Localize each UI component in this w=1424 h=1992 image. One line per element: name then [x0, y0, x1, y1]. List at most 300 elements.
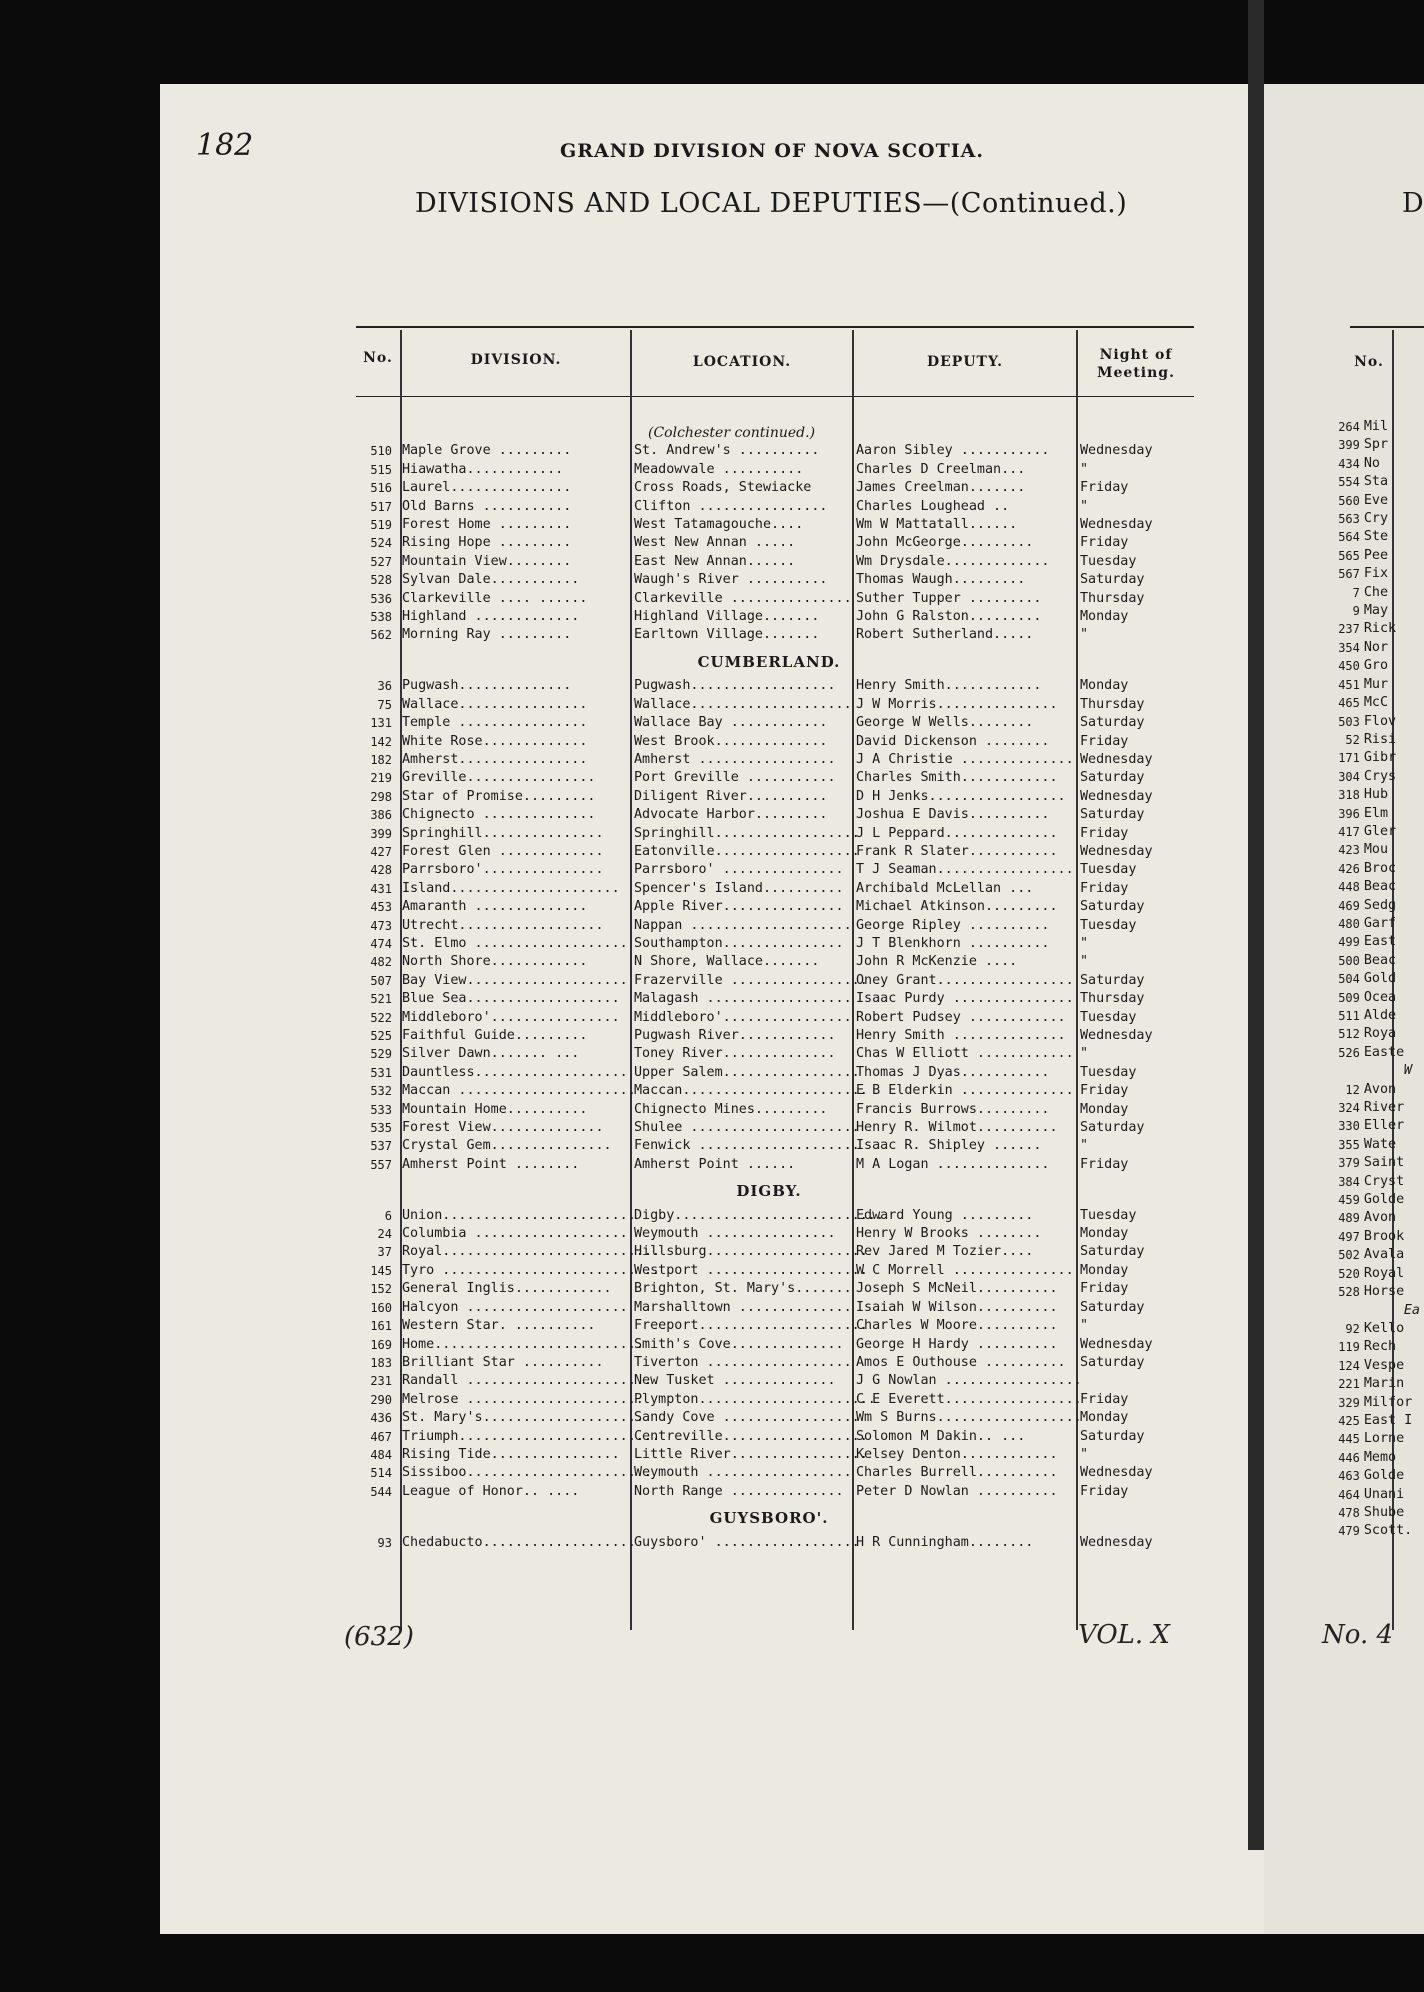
table-row — [350, 1082, 1188, 1100]
deputy-cell: H R Cunningham........ — [856, 1534, 1034, 1550]
no-cell: 453 — [370, 900, 392, 915]
right-list-item — [1338, 1486, 1424, 1504]
night-cell: Wednesday — [1080, 1465, 1153, 1481]
night-cell: Tuesday — [1080, 1207, 1137, 1223]
right-no-cell: 384 — [1338, 1174, 1360, 1189]
division-cell: Western Star. .......... — [402, 1318, 596, 1334]
deputy-cell: Charles Burrell.......... — [856, 1465, 1058, 1481]
deputy-cell: J G Nowlan ................. — [856, 1373, 1082, 1389]
right-list-item — [1338, 805, 1424, 823]
right-list-item — [1338, 602, 1424, 620]
no-cell: 516 — [370, 481, 392, 496]
night-cell: Friday — [1080, 535, 1129, 551]
no-cell: 521 — [370, 992, 392, 1007]
right-list-item — [1338, 1357, 1424, 1375]
night-cell: Saturday — [1080, 807, 1145, 823]
right-no-cell: 459 — [1338, 1193, 1360, 1208]
division-cell: Temple ................ — [402, 715, 588, 731]
location-cell: Wallace Bay ............ — [634, 715, 828, 731]
no-cell: 482 — [370, 955, 392, 970]
right-no-cell: 7 — [1352, 585, 1360, 600]
right-list-item — [1338, 1394, 1424, 1412]
no-cell: 532 — [370, 1084, 392, 1099]
division-cell: Silver Dawn....... ... — [402, 1046, 580, 1062]
right-list-item — [1338, 1430, 1424, 1448]
right-list-item — [1338, 1136, 1424, 1154]
deputy-cell: J A Christie .............. — [856, 751, 1074, 767]
right-name-cell: Rech — [1363, 1339, 1397, 1355]
no-cell: 514 — [370, 1466, 392, 1481]
night-cell: Friday — [1080, 1483, 1129, 1499]
location-cell: Middleboro'................ — [634, 1009, 852, 1025]
night-cell: Saturday — [1080, 1120, 1145, 1136]
table-row — [350, 626, 1188, 644]
right-name-cell: Ste — [1363, 529, 1389, 545]
deputy-cell: Oney Grant................. — [856, 972, 1074, 988]
night-cell: Friday — [1080, 733, 1129, 749]
right-no-cell: 12 — [1345, 1082, 1360, 1097]
table-row — [350, 1446, 1188, 1464]
no-cell: 436 — [370, 1411, 392, 1426]
header-location: LOCATION. — [692, 354, 792, 370]
right-name-cell: Mur — [1363, 676, 1389, 692]
right-list-item — [1338, 970, 1424, 988]
division-cell: Springhill............... — [402, 825, 604, 841]
night-cell: Monday — [1080, 609, 1129, 625]
deputy-cell: George H Hardy .......... — [856, 1336, 1058, 1352]
right-name-cell: Eve — [1363, 492, 1389, 508]
location-cell: Shulee ..................... — [634, 1120, 860, 1136]
table-row — [350, 1027, 1188, 1045]
right-no-cell: 330 — [1338, 1119, 1360, 1134]
night-cell: Monday — [1080, 1226, 1129, 1242]
right-name-cell: Sedg — [1363, 897, 1397, 913]
division-cell: Sissiboo....................... — [402, 1465, 652, 1481]
table-row — [350, 935, 1188, 953]
division-cell: Star of Promise......... — [402, 788, 596, 804]
right-list-item — [1338, 989, 1424, 1007]
table-row — [350, 1119, 1188, 1137]
deputy-cell: M A Logan .............. — [856, 1156, 1050, 1172]
night-cell: Friday — [1080, 1156, 1129, 1172]
division-cell: Tyro ........................... — [402, 1262, 660, 1278]
night-cell: Saturday — [1080, 770, 1145, 786]
division-cell: Hiawatha............ — [402, 461, 564, 477]
deputy-cell: Aaron Sibley ........... — [856, 443, 1050, 459]
night-cell: " — [1080, 1446, 1089, 1462]
location-cell: Fenwick .................... — [634, 1138, 860, 1154]
right-list-item — [1338, 1522, 1424, 1540]
deputy-cell: Amos E Outhouse .......... — [856, 1354, 1066, 1370]
night-cell: Friday — [1080, 1083, 1129, 1099]
right-list-item — [1338, 1412, 1424, 1430]
right-page-title: D — [1402, 188, 1424, 219]
division-cell: Randall ........................ — [402, 1373, 660, 1389]
table-row — [350, 1009, 1188, 1027]
no-cell: 6 — [384, 1208, 392, 1223]
location-cell: Highland Village....... — [634, 609, 820, 625]
location-cell: Sandy Cove ................. — [634, 1410, 860, 1426]
deputy-cell: David Dickenson ........ — [856, 733, 1050, 749]
location-cell: Malagash .................. — [634, 991, 852, 1007]
division-cell: League of Honor.. .... — [402, 1483, 580, 1499]
table-row — [350, 990, 1188, 1008]
division-cell: Rising Tide................ — [402, 1446, 620, 1462]
right-list-item — [1338, 657, 1424, 675]
division-cell: Mountain View........ — [402, 553, 572, 569]
table-row — [350, 590, 1188, 608]
night-cell: Wednesday — [1080, 843, 1153, 859]
night-cell: Friday — [1080, 1391, 1129, 1407]
location-cell: New Tusket .............. — [634, 1373, 836, 1389]
division-cell: Amherst Point ........ — [402, 1156, 580, 1172]
right-no-cell: 489 — [1338, 1211, 1360, 1226]
deputy-cell: J T Blenkhorn .......... — [856, 935, 1050, 951]
location-cell: Westport .................... — [634, 1262, 868, 1278]
right-name-cell: Royal — [1363, 1265, 1405, 1281]
header-right-no: No. — [1354, 354, 1384, 370]
no-cell: 535 — [370, 1121, 392, 1136]
right-name-cell: Milfor — [1363, 1394, 1413, 1410]
no-cell: 399 — [370, 826, 392, 841]
right-name-cell: Unani — [1363, 1486, 1405, 1502]
right-list-item — [1338, 620, 1424, 638]
night-cell: " — [1080, 498, 1089, 514]
right-name-cell: Rick — [1363, 621, 1397, 637]
right-no-cell: 446 — [1338, 1450, 1360, 1465]
right-name-cell: Elm — [1363, 805, 1389, 821]
division-cell: Dauntless................... — [402, 1064, 628, 1080]
deputy-cell: Henry Smith .............. — [856, 1028, 1066, 1043]
deputy-cell: John R McKenzie .... — [856, 954, 1018, 970]
right-list-item — [1338, 510, 1424, 528]
right-list-item — [1338, 768, 1424, 786]
division-cell: Royal........................... — [402, 1244, 660, 1260]
right-name-cell: Golde — [1363, 1468, 1405, 1484]
no-cell: 507 — [370, 973, 392, 988]
right-name-cell: Avon — [1363, 1081, 1397, 1097]
right-name-cell: Hub — [1363, 787, 1389, 803]
right-list-item — [1338, 823, 1424, 841]
location-cell: Toney River.............. — [634, 1046, 836, 1062]
right-no-cell: 329 — [1338, 1395, 1360, 1410]
right-no-cell: 512 — [1338, 1027, 1360, 1042]
no-cell: 528 — [370, 573, 392, 588]
page-number: 182 — [196, 128, 254, 163]
no-cell: 183 — [370, 1355, 392, 1370]
location-cell: Marshalltown .............. — [634, 1299, 852, 1315]
no-cell: 519 — [370, 518, 392, 533]
night-cell: Monday — [1080, 1262, 1129, 1278]
night-cell: Wednesday — [1080, 1336, 1153, 1352]
deputy-cell: Isaiah W Wilson.......... — [856, 1299, 1058, 1315]
location-cell: Waugh's River .......... — [634, 572, 828, 588]
right-no-cell: 354 — [1338, 640, 1360, 655]
continuation-note-row — [350, 424, 1188, 442]
division-cell: Forest Glen ............. — [402, 843, 604, 859]
right-list-item — [1338, 1025, 1424, 1043]
no-cell: 93 — [377, 1535, 392, 1550]
table-row — [350, 608, 1188, 626]
right-no-cell: 479 — [1338, 1524, 1360, 1539]
right-no-cell: 480 — [1338, 916, 1360, 931]
division-cell: Columbia ................... — [402, 1226, 628, 1242]
deputy-cell: J L Peppard.............. — [856, 825, 1058, 841]
deputy-cell: John G Ralston......... — [856, 609, 1042, 625]
no-cell: 531 — [370, 1065, 392, 1080]
right-name-cell: Marin — [1363, 1376, 1405, 1392]
no-cell: 142 — [370, 734, 392, 749]
table-row — [350, 461, 1188, 479]
division-cell: Maccan ...................... — [402, 1083, 636, 1099]
location-cell: Southampton............... — [634, 935, 844, 951]
right-list-item — [1338, 436, 1424, 454]
right-list-item — [1338, 1007, 1424, 1025]
deputy-cell: Henry Smith............ — [856, 678, 1042, 694]
deputy-cell: Charles D Creelman... — [856, 461, 1026, 477]
right-name-cell: Risi — [1363, 731, 1397, 747]
night-cell: " — [1080, 1138, 1089, 1154]
no-cell: 428 — [370, 863, 392, 878]
division-cell: Greville................ — [402, 770, 596, 786]
right-name-cell: Pee — [1363, 547, 1389, 563]
right-list-item — [1338, 1265, 1424, 1283]
right-list-item — [1338, 547, 1424, 565]
header-deputy: DEPUTY. — [926, 354, 1004, 370]
night-cell: Thursday — [1080, 991, 1145, 1007]
location-cell: Smith's Cove.............. — [634, 1336, 844, 1352]
right-no-cell: 426 — [1338, 861, 1360, 876]
right-name-cell: Shube — [1363, 1504, 1405, 1520]
right-no-cell: 264 — [1338, 420, 1360, 434]
division-cell: Highland ............. — [402, 609, 580, 625]
right-title-rule — [1350, 326, 1424, 328]
no-cell: 517 — [370, 499, 392, 514]
right-list-item — [1338, 841, 1424, 859]
night-cell: Tuesday — [1080, 917, 1137, 933]
table-row — [350, 917, 1188, 935]
deputies-table — [350, 424, 1188, 1552]
location-cell: Apple River............... — [634, 899, 844, 915]
division-cell: Amherst................ — [402, 751, 588, 767]
division-cell: Maple Grove ......... — [402, 443, 572, 459]
division-cell: Forest Home ......... — [402, 517, 572, 533]
right-name-cell: Gler — [1363, 823, 1397, 839]
right-list-item — [1338, 1209, 1424, 1227]
handwritten-number: No. 4 — [1322, 1620, 1394, 1650]
location-cell: Wallace.................... — [634, 696, 852, 712]
table-row — [350, 553, 1188, 571]
no-cell: 231 — [370, 1374, 392, 1389]
right-no-cell: 465 — [1338, 696, 1360, 711]
right-no-cell: 318 — [1338, 788, 1360, 803]
right-name-cell: Lorne — [1363, 1431, 1405, 1447]
right-no-cell: 511 — [1338, 1009, 1360, 1023]
right-page-table — [1338, 418, 1424, 1541]
location-cell: Hillsburg.................... — [634, 1244, 868, 1260]
table-row — [350, 677, 1188, 695]
deputy-cell: Joshua E Davis.......... — [856, 807, 1050, 823]
right-name-cell: No — [1363, 455, 1380, 471]
deputy-cell: Robert Sutherland..... — [856, 627, 1034, 643]
table-row — [350, 733, 1188, 751]
deputy-cell: D H Jenks................. — [856, 788, 1066, 804]
table-row — [350, 714, 1188, 732]
division-cell: Mountain Home.......... — [402, 1101, 588, 1117]
deputy-cell: Thomas Waugh......... — [856, 572, 1026, 588]
night-cell: Wednesday — [1080, 788, 1153, 804]
right-name-cell: East I — [1363, 1412, 1413, 1428]
right-no-cell: 434 — [1338, 456, 1360, 471]
right-no-cell: 464 — [1338, 1487, 1360, 1502]
no-cell: 524 — [370, 536, 392, 551]
handwritten-volume: VOL. X — [1078, 1620, 1170, 1650]
right-list-item — [1338, 915, 1424, 933]
right-name-cell: Scott. — [1363, 1523, 1413, 1539]
right-name-cell: Eller — [1363, 1118, 1405, 1134]
right-list-item — [1338, 1154, 1424, 1172]
right-list-item — [1338, 786, 1424, 804]
deputy-cell: Charles Smith............ — [856, 770, 1058, 786]
deputy-cell: Michael Atkinson......... — [856, 899, 1058, 915]
right-no-cell: 503 — [1338, 714, 1360, 729]
night-cell: Thursday — [1080, 590, 1145, 606]
table-row — [350, 1156, 1188, 1174]
right-no-cell: 450 — [1338, 659, 1360, 674]
right-no-cell: 509 — [1338, 990, 1360, 1005]
location-cell: Plympton...................... — [634, 1391, 876, 1407]
right-list-item — [1338, 473, 1424, 491]
right-no-cell — [1338, 1302, 1364, 1320]
right-name-cell: W — [1403, 1063, 1412, 1079]
location-cell: Brighton, St. Mary's....... — [634, 1281, 852, 1297]
location-cell: Advocate Harbor......... — [634, 807, 828, 823]
right-name-cell: Saint — [1363, 1155, 1405, 1171]
night-cell: Saturday — [1080, 572, 1145, 588]
location-cell: N Shore, Wallace....... — [634, 954, 820, 970]
no-cell: 529 — [370, 1047, 392, 1062]
right-name-cell: Gold — [1363, 971, 1397, 987]
location-cell: Maccan....................... — [634, 1083, 868, 1099]
right-name-cell: Vespe — [1363, 1357, 1405, 1373]
right-name-cell: Avala — [1363, 1247, 1405, 1263]
division-cell: White Rose............. — [402, 733, 588, 749]
right-list-item — [1338, 1044, 1424, 1062]
no-cell: 533 — [370, 1102, 392, 1117]
right-name-cell: Beac — [1363, 952, 1397, 968]
right-no-cell: 304 — [1338, 769, 1360, 784]
division-cell: Wallace................ — [402, 696, 588, 712]
deputy-cell: Edward Young ......... — [856, 1207, 1034, 1223]
right-name-cell: Cryst — [1363, 1173, 1405, 1189]
deputy-cell: Charles W Moore.......... — [856, 1318, 1058, 1334]
no-cell: 386 — [370, 808, 392, 823]
night-cell: Thursday — [1080, 696, 1145, 712]
right-no-cell: 502 — [1338, 1248, 1360, 1263]
no-cell: 510 — [370, 444, 392, 459]
division-cell: Triumph......................... — [402, 1428, 660, 1444]
right-name-cell: Sta — [1363, 474, 1389, 490]
no-cell: 290 — [370, 1392, 392, 1407]
right-no-cell: 221 — [1338, 1377, 1360, 1392]
no-cell: 544 — [370, 1484, 392, 1499]
division-cell: Bay View.................... — [402, 972, 628, 988]
table-row — [350, 1317, 1188, 1335]
right-no-cell: 379 — [1338, 1156, 1360, 1171]
deputy-cell: E B Elderkin .............. — [856, 1083, 1074, 1099]
right-no-cell: 399 — [1338, 438, 1360, 453]
table-row — [350, 972, 1188, 990]
right-list-item — [1338, 897, 1424, 915]
table-row — [350, 806, 1188, 824]
deputy-cell: Suther Tupper ......... — [856, 590, 1042, 606]
right-no-cell: 499 — [1338, 935, 1360, 950]
location-cell: West Brook.............. — [634, 733, 828, 749]
night-cell: " — [1080, 461, 1089, 477]
table-row — [350, 825, 1188, 843]
table-row — [350, 1409, 1188, 1427]
deputy-cell: Wm W Mattatall...... — [856, 517, 1018, 533]
deputy-cell: Solomon M Dakin.. ... — [856, 1428, 1026, 1444]
night-cell: Saturday — [1080, 1299, 1145, 1315]
right-list-item — [1338, 1467, 1424, 1485]
night-cell: Friday — [1080, 825, 1129, 841]
right-list-item — [1338, 418, 1424, 436]
location-cell: Weymouth .................. — [634, 1465, 852, 1481]
location-cell: Amherst Point ...... — [634, 1156, 796, 1172]
location-cell: Pugwash.................. — [634, 678, 836, 694]
location-cell: Parrsboro' ............... — [634, 862, 844, 878]
right-name-cell: Nor — [1363, 639, 1389, 655]
right-no-cell: 478 — [1338, 1505, 1360, 1520]
location-cell: Springhill.................. — [634, 825, 860, 841]
right-no-cell: 451 — [1338, 677, 1360, 692]
location-cell: Cross Roads, Stewiacke — [634, 480, 812, 496]
location-cell: Chignecto Mines......... — [634, 1101, 828, 1117]
division-cell: Home.......................... — [402, 1336, 644, 1352]
right-no-cell: 567 — [1338, 567, 1360, 582]
division-cell: Pugwash.............. — [402, 678, 572, 694]
right-list-item — [1338, 1338, 1424, 1356]
no-cell: 160 — [370, 1300, 392, 1315]
no-cell: 522 — [370, 1010, 392, 1025]
location-cell: Spencer's Island.......... — [634, 880, 844, 896]
no-cell: 182 — [370, 752, 392, 767]
right-no-cell: 500 — [1338, 953, 1360, 968]
page-gutter — [1248, 0, 1264, 1850]
table-row — [350, 1428, 1188, 1446]
right-no-cell: 423 — [1338, 843, 1360, 858]
deputy-cell: T J Seaman................. — [856, 862, 1074, 878]
deputy-cell: Archibald McLellan ... — [856, 880, 1034, 896]
division-cell: Old Barns ........... — [402, 498, 572, 514]
right-no-cell: 554 — [1338, 475, 1360, 490]
location-cell: Little River................. — [634, 1446, 868, 1462]
right-list-item — [1338, 1320, 1424, 1338]
night-cell: Monday — [1080, 678, 1129, 694]
night-cell: " — [1080, 1318, 1089, 1334]
right-name-cell: Gro — [1363, 658, 1389, 674]
location-cell: Earltown Village....... — [634, 627, 820, 643]
division-cell: Brilliant Star .......... — [402, 1354, 604, 1370]
right-no-cell: 52 — [1345, 732, 1360, 747]
deputy-cell: Frank R Slater........... — [856, 843, 1058, 859]
no-cell: 145 — [370, 1263, 392, 1278]
right-name-cell: Che — [1363, 584, 1389, 600]
division-cell: General Inglis............ — [402, 1281, 612, 1297]
location-cell: Centreville.................. — [634, 1428, 868, 1444]
right-list-item — [1338, 528, 1424, 546]
